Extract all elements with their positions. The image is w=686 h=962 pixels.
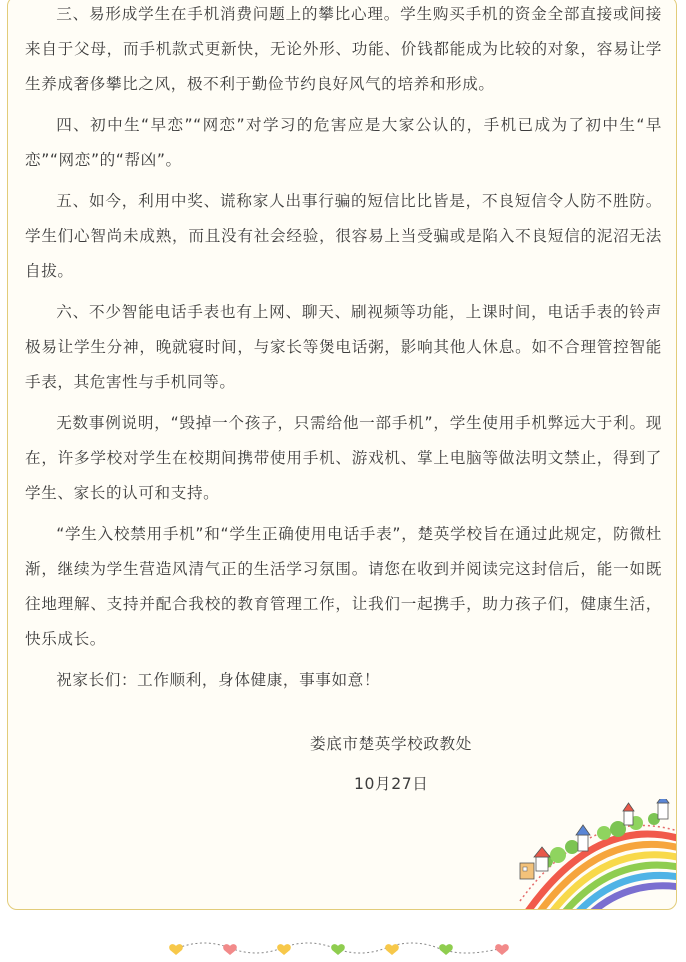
signature: 娄底市楚英学校政教处 — [310, 735, 472, 753]
rainbow-town-icon — [506, 799, 676, 909]
letter-body — [25, 0, 662, 698]
paragraph-6: 六、不少智能电话手表也有上网、聊天、刷视频等功能，上课时间，电话手表的铃声极易让学生分神，晚就寝时间，与家长等煲电话粥，影响其他人休息。如不合理管控智能手表，其危害性与手机同等。 — [25, 303, 662, 391]
signature-date: 10月27日 — [354, 775, 429, 793]
paragraph-4: 四、初中生“早恋”“网恋”对学习的危害应是大家公认的，手机已成为了初中生“早恋”“网恋”的“帮凶”。 — [25, 116, 662, 169]
paragraph-conclusion: 无数事例说明，“毁掉一个孩子，只需给他一部手机”，学生使用手机弊远大于利。现在，许多学校对学生在校期间携带使用手机、游戏机、掌上电脑等做法明文禁止，得到了学生、家长的认可和支持。 — [25, 414, 662, 502]
paragraph-wishes: 祝家长们：工作顺利，身体健康，事事如意！ — [56, 671, 381, 689]
paragraph-closing: “学生入校禁用手机”和“学生正确使用电话手表”，楚英学校旨在通过此规定，防微杜渐，继续为学生营造风清气正的生活学习氛围。请您在收到并阅读完这封信后，能一如既往地理解、支持并配合我校的教育管理工作，让我们一起携手，助力孩子们，健康生活，快乐成长。 — [25, 525, 662, 648]
paragraph-3: 三、易形成学生在手机消费问题上的攀比心理。学生购买手机的资金全部直接或间接来自于父母，而手机款式更新快，无论外形、功能、价钱都能成为比较的对象，容易让学生养成奢侈攀比之风，极不利于勤俭节约良好风气的培养和形成。 — [25, 5, 662, 93]
letter-card — [7, 0, 677, 910]
heart-garland-icon — [168, 936, 512, 960]
paragraph-5: 五、如今，利用中奖、谎称家人出事行骗的短信比比皆是，不良短信令人防不胜防。学生们心智尚未成熟，而且没有社会经验，很容易上当受骗或是陷入不良短信的泥沼无法自拔。 — [25, 192, 662, 280]
